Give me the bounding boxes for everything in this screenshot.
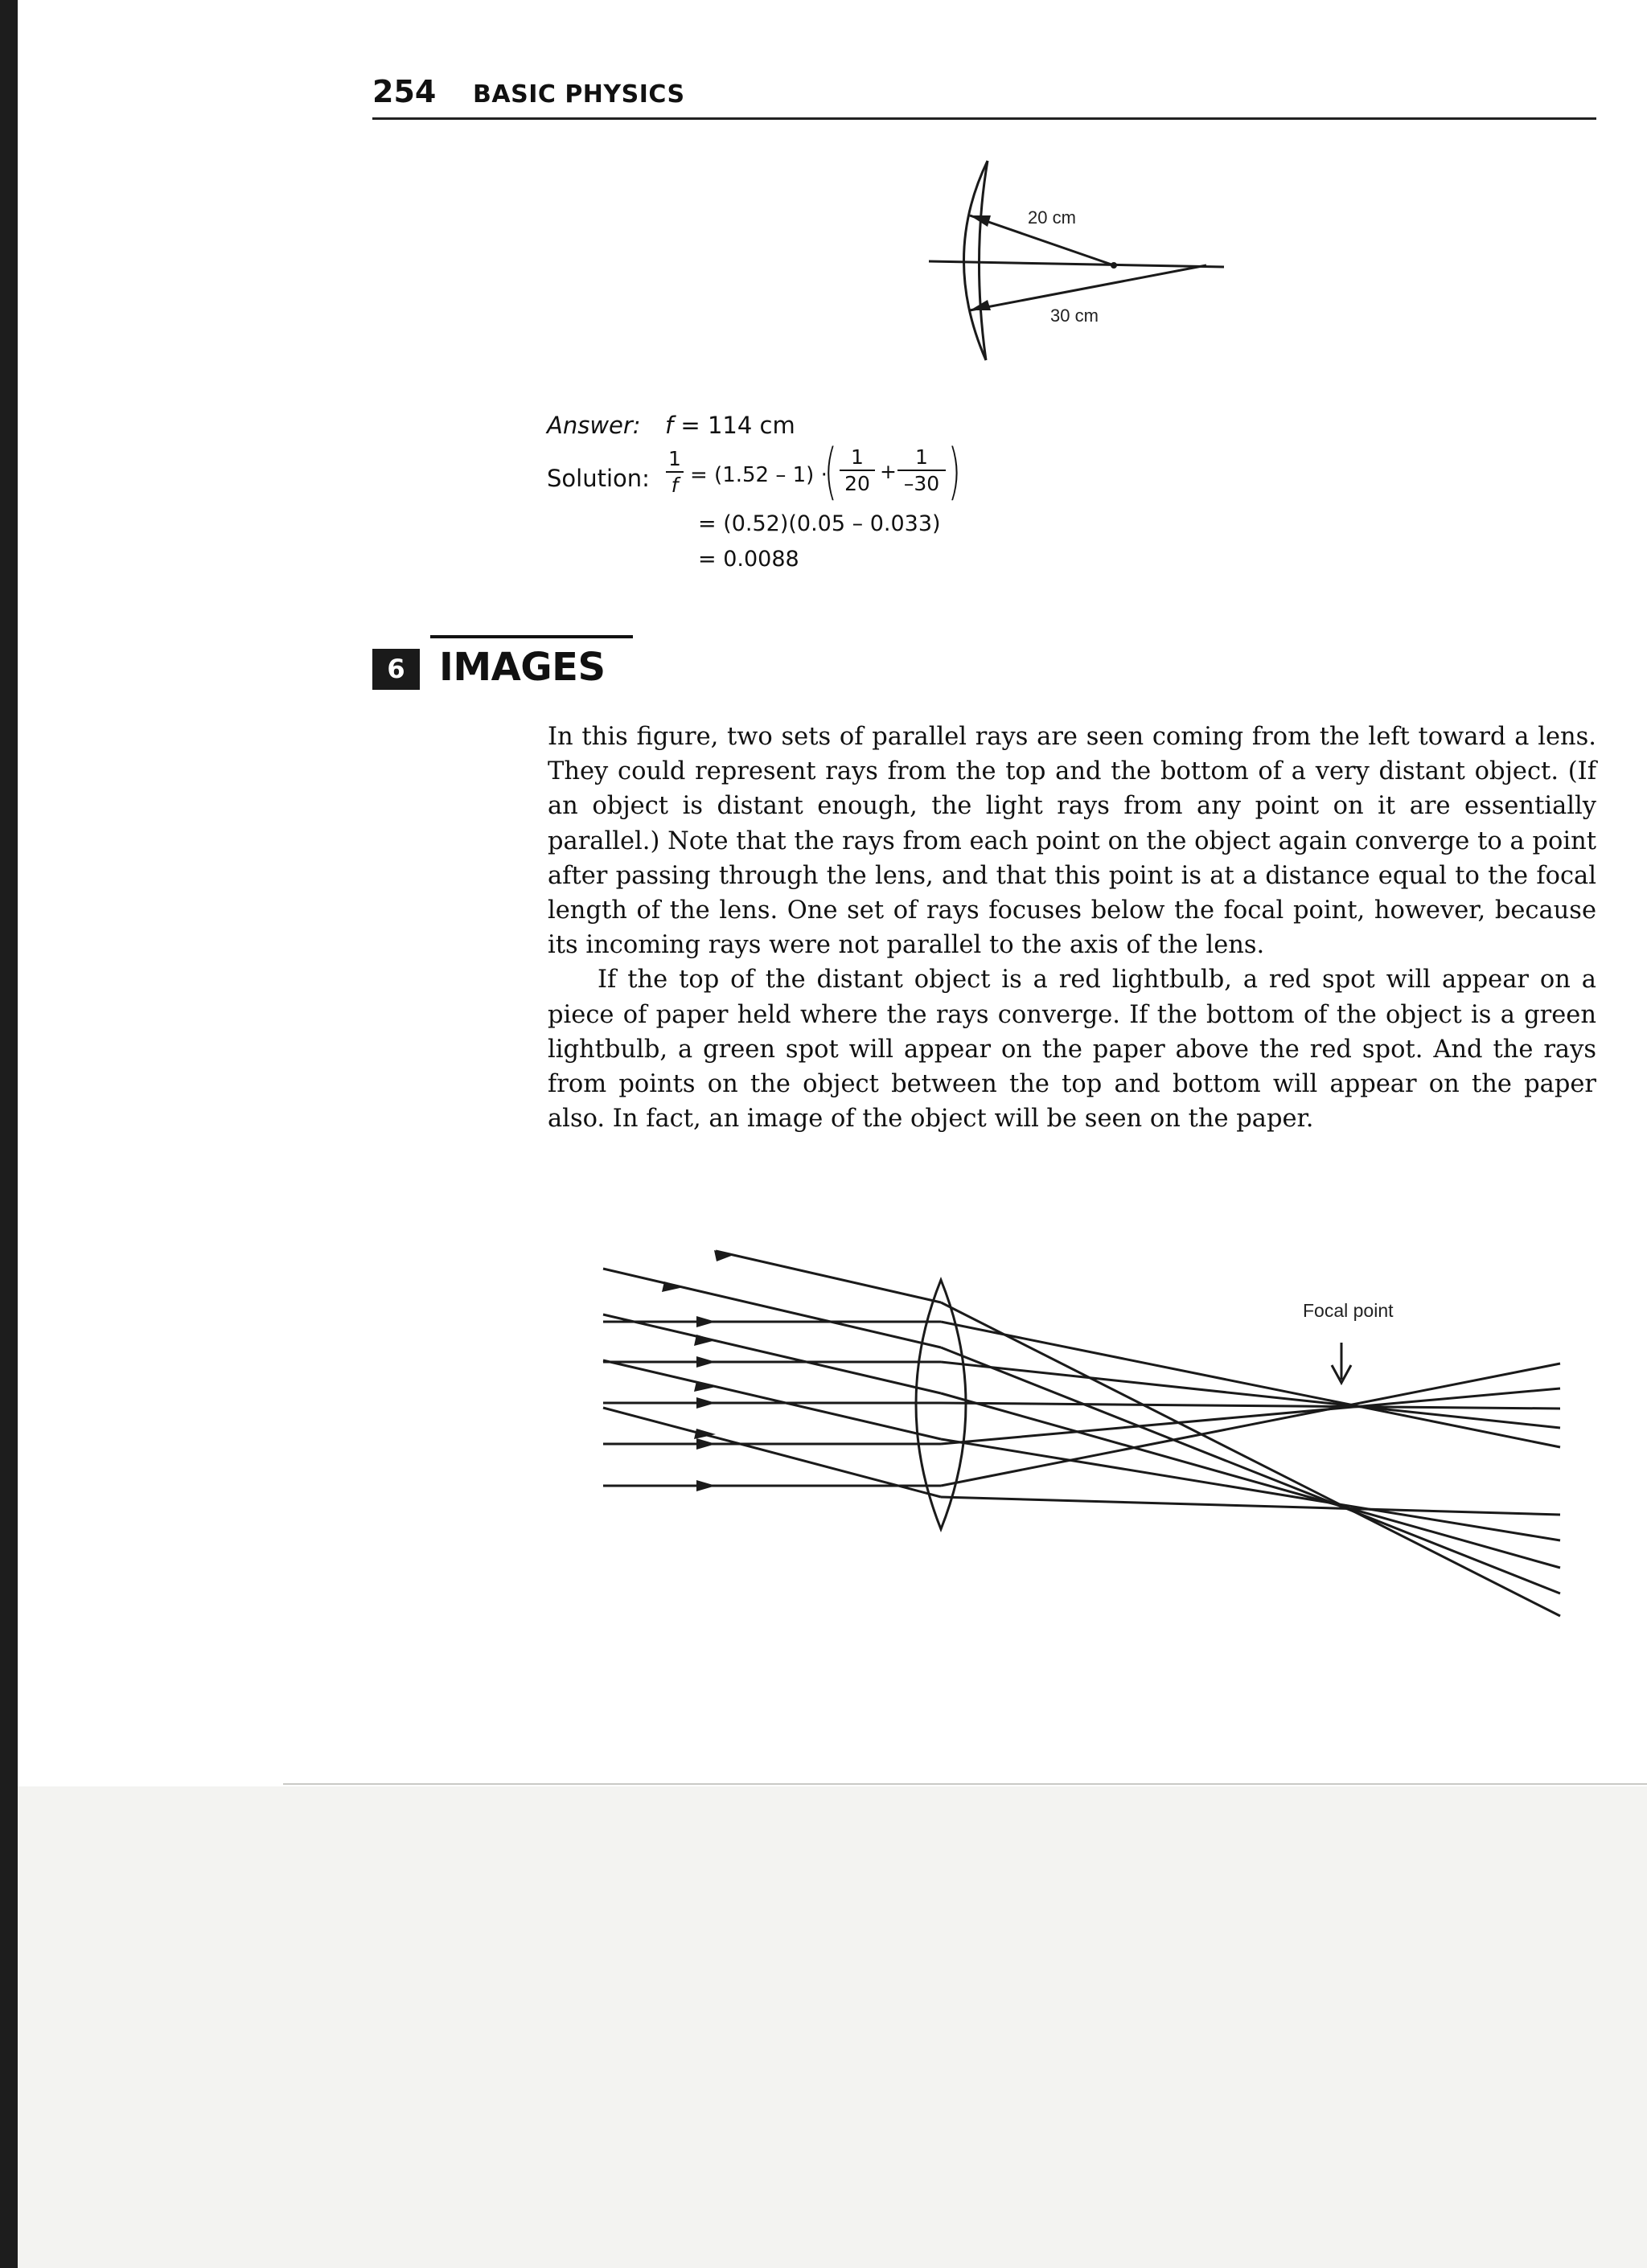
answer-label: Answer: [547,412,641,439]
left-paren: ( [824,435,837,507]
arrowhead [696,1356,716,1368]
oblique-ray-2 [603,1269,941,1347]
running-title: BASIC PHYSICS [473,80,685,109]
plus-sign: + [880,460,897,483]
paragraph-2: If the top of the distant object is a red lightbulb, a red spot will appear on a piece of paper held where the rays converge. If the bottom of the object is a green lightbulb, a green spot will appear on the paper above the red spot. And the rays from points on the object between the top and bottom will appear on the paper also. In fact, an image of the object will be seen on the paper. [548,966,1596,1134]
focal-point-label: Focal point [1303,1300,1394,1321]
fraction-2-numerator: 1 [915,445,928,469]
fraction-1-denominator: 20 [844,472,870,495]
fraction-lhs-numerator: 1 [668,447,681,470]
oblique-ray-4 [603,1360,941,1439]
arrowhead [662,1282,684,1292]
answer-result: = 114 cm [673,412,795,439]
arrowhead [696,1397,716,1409]
section-title: IMAGES [439,645,606,690]
equation-factor: = (1.52 – 1) · [690,463,828,487]
fraction-1-numerator: 1 [851,445,864,469]
equation-step-3: = 0.0088 [698,547,799,572]
label-30cm: 30 cm [1050,306,1099,326]
oblique-ray-1 [716,1251,941,1302]
oblique-ray-4-refracted [941,1439,1560,1540]
focal-point-pointer-arrow [1332,1343,1351,1383]
parallel-ray-5-refracted [941,1364,1560,1486]
parallel-ray-3-refracted [941,1403,1560,1409]
label-20cm: 20 cm [1028,207,1076,228]
fraction-2-denominator: –30 [903,472,940,495]
oblique-ray-1-refracted [941,1302,1560,1616]
oblique-ray-3-refracted [941,1393,1560,1568]
arrowhead [696,1438,716,1450]
section-number-badge: 6 [372,649,420,690]
arrowhead [694,1335,716,1346]
parallel-ray-2-refracted [941,1362,1560,1428]
arrowhead [696,1480,716,1491]
solution-label: Solution: [547,465,650,492]
fraction-lhs-denominator: f [671,474,679,497]
oblique-ray-5-refracted [941,1497,1560,1515]
oblique-ray-3 [603,1314,941,1393]
answer-variable: f [665,412,674,439]
parallel-ray-4-refracted [941,1388,1560,1444]
paragraph-1: In this figure, two sets of parallel rays are seen coming from the left toward a lens. They could represent rays from the top and the bottom of a very distant object. (If an object is distant enough, the light rays from any point on it are essentially parallel.) Note that the rays from each point on the object again converge to a point after passing through the lens, and that this point is at a distance equal to the focal length of the lens. One set of rays focuses below the focal point, however, because its incoming rays were not parallel to the axis of the lens. [548,723,1596,960]
arrowhead [696,1316,716,1327]
page-number: 254 [372,74,437,109]
equation-step-2: = (0.52)(0.05 – 0.033) [698,511,941,536]
oblique-ray-5 [603,1408,941,1497]
right-paren: ) [947,435,961,507]
arrowhead [694,1381,716,1392]
